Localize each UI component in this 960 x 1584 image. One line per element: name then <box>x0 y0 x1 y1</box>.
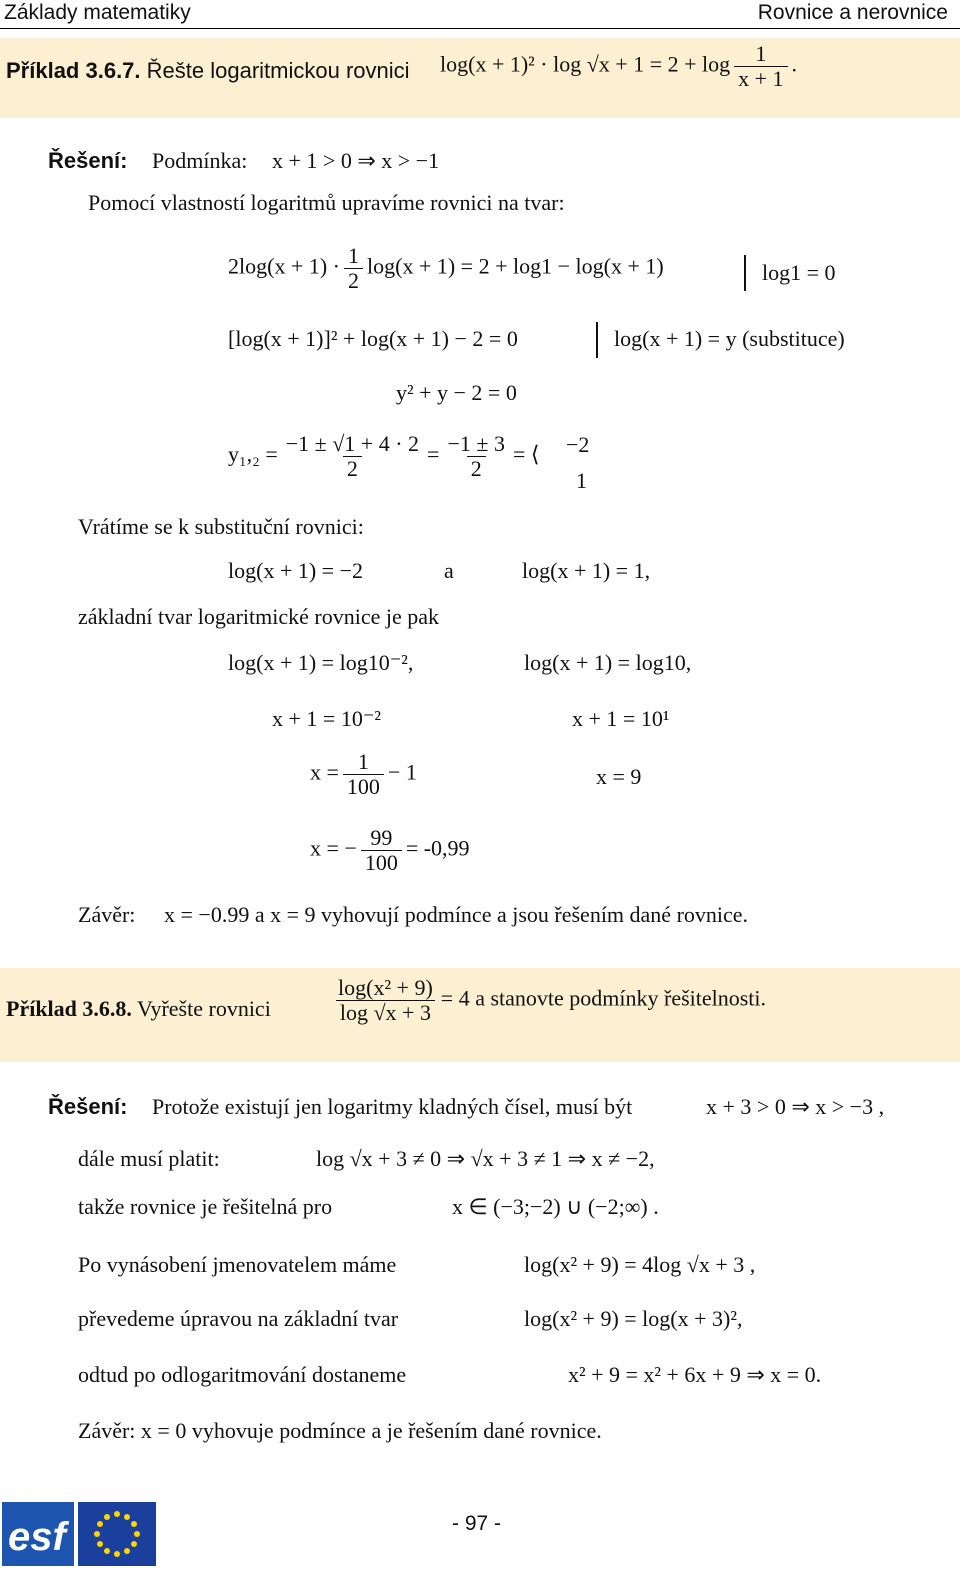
sol2-line5-math: log(x² + 9) = log(x + 3)², <box>524 1306 743 1331</box>
back-substitution-text: Vrátíme se k substituční rovnici: <box>78 514 364 539</box>
eu-flag-logo <box>78 1502 156 1566</box>
esf-logo-text: esf <box>8 1515 66 1559</box>
r2-left-a: x = <box>310 759 339 785</box>
frac-den: log √x + 3 <box>336 1000 435 1025</box>
r3-b: = -0,99 <box>405 835 470 861</box>
step1 <box>228 244 664 293</box>
step4-eq2: = ⟨ <box>512 441 540 467</box>
frac-num: 1 <box>755 41 767 66</box>
step4-y: y₁,₂ = <box>228 441 278 467</box>
solution1-intro: Pomocí vlastností logaritmů upravíme rovnici na tvar: <box>88 190 565 215</box>
step4-fraction-2 <box>443 432 508 481</box>
r3-a: x = − <box>310 835 357 861</box>
note1-bar <box>744 255 746 291</box>
example1-task: Řešte logaritmickou rovnici <box>146 58 410 83</box>
sol2-line6: odtud po odlogaritmování dostaneme <box>78 1362 407 1387</box>
frac-den: 2 <box>467 456 486 481</box>
page-number: - 97 - <box>452 1512 502 1535</box>
header-right: Rovnice a nerovnice <box>757 1 948 24</box>
sol2-line2: dále musí platit: <box>78 1146 220 1171</box>
sol2-line4-math: log(x² + 9) = 4log √x + 3 , <box>524 1252 756 1277</box>
bf-left: log(x + 1) = log10⁻², <box>228 650 414 675</box>
example1-heading <box>6 58 410 84</box>
example2-rest: = 4 a stanovte podmínky řešitelnosti. <box>440 985 767 1011</box>
example1-eq-left: log(x + 1)² · log √x + 1 = 2 + log <box>440 51 731 77</box>
step3: y² + y − 2 = 0 <box>396 380 517 405</box>
step4 <box>228 432 539 481</box>
solution2-label: Řešení: <box>48 1094 128 1119</box>
bf-right: log(x + 1) = log10, <box>524 650 692 675</box>
frac-num: log(x² + 9) <box>338 975 433 1000</box>
sol2-line3-math: x ∈ (−3;−2) ∪ (−2;∞) . <box>452 1194 659 1219</box>
header-rule <box>0 28 960 29</box>
frac-num: 1 <box>348 243 359 268</box>
solution1-label: Řešení: <box>48 148 128 173</box>
bs-right: log(x + 1) = 1, <box>522 558 651 583</box>
r1-left: x + 1 = 10⁻² <box>272 706 382 731</box>
frac-den: x + 1 <box>734 66 787 91</box>
example1-eq-end: . <box>791 51 798 77</box>
frac-den: 100 <box>361 850 402 875</box>
frac-den: 2 <box>343 456 362 481</box>
header-left: Základy matematiky <box>4 1 191 24</box>
esf-logo <box>2 1502 74 1566</box>
step2: [log(x + 1)]² + log(x + 1) − 2 = 0 <box>228 326 518 351</box>
conclusion1-label: Závěr: <box>78 902 136 927</box>
bs-left: log(x + 1) = −2 <box>228 558 363 583</box>
r3-fraction <box>361 826 402 875</box>
step1-fraction <box>344 244 363 293</box>
step4-eq: = <box>427 441 440 467</box>
sol2-line3: takže rovnice je řešitelná pro <box>78 1194 333 1219</box>
frac-den: 2 <box>344 268 363 293</box>
step1-a: 2log(x + 1) · <box>228 253 340 279</box>
step4-fraction-1 <box>282 432 423 481</box>
sol2-line4: Po vynásobení jmenovatelem máme <box>78 1252 397 1277</box>
conclusion2: Závěr: x = 0 vyhovuje podmínce a je řešením dané rovnice. <box>78 1418 602 1443</box>
note2-bar <box>596 322 598 358</box>
step1-b: log(x + 1) = 2 + log1 − log(x + 1) <box>367 253 664 279</box>
basic-form-text: základní tvar logaritmické rovnice je pak <box>78 604 440 629</box>
frac-num: 99 <box>370 825 393 850</box>
example2-fraction <box>334 976 437 1025</box>
example2-equation <box>330 976 766 1025</box>
sol2-line1-math: x + 3 > 0 ⇒ x > −3 , <box>706 1094 885 1119</box>
conclusion1: x = −0.99 a x = 9 vyhovují podmínce a jsou řešením dané rovnice. <box>164 902 749 927</box>
r2-left <box>310 750 417 799</box>
bs-and: a <box>444 558 454 583</box>
r3 <box>310 826 470 875</box>
step4-root1: −2 <box>566 432 590 457</box>
r2-fraction <box>343 750 384 799</box>
frac-num: −1 ± √1 + 4 · 2 <box>285 431 420 456</box>
example1-label: Příklad 3.6.7. <box>6 58 141 83</box>
solution1-condition-label: Podmínka: <box>152 148 248 173</box>
sol2-line2-math: log √x + 3 ≠ 0 ⇒ √x + 3 ≠ 1 ⇒ x ≠ −2, <box>316 1146 655 1171</box>
frac-num: 1 <box>357 749 369 774</box>
example1-eq-fraction <box>734 42 787 91</box>
note2: log(x + 1) = y (substituce) <box>614 326 845 351</box>
frac-den: 100 <box>343 774 384 799</box>
step4-root2: 1 <box>576 468 587 493</box>
example2-task: Vyřešte rovnici <box>137 996 271 1021</box>
sol2-line6-math: x² + 9 = x² + 6x + 9 ⇒ x = 0. <box>568 1362 822 1387</box>
frac-num: −1 ± 3 <box>447 431 505 456</box>
r1-right: x + 1 = 10¹ <box>572 706 670 731</box>
r2-left-b: − 1 <box>387 759 417 785</box>
example1-equation <box>440 42 797 91</box>
note1: log1 = 0 <box>762 260 836 285</box>
example2-heading <box>6 996 271 1022</box>
example2-label: Příklad 3.6.8. <box>6 996 132 1021</box>
r2-right: x = 9 <box>596 764 642 789</box>
sol2-line5: převedeme úpravou na základní tvar <box>78 1306 399 1331</box>
sol2-line1: Protože existují jen logaritmy kladných čísel, musí být <box>152 1094 633 1119</box>
solution1-condition: x + 1 > 0 ⇒ x > −1 <box>272 148 440 173</box>
